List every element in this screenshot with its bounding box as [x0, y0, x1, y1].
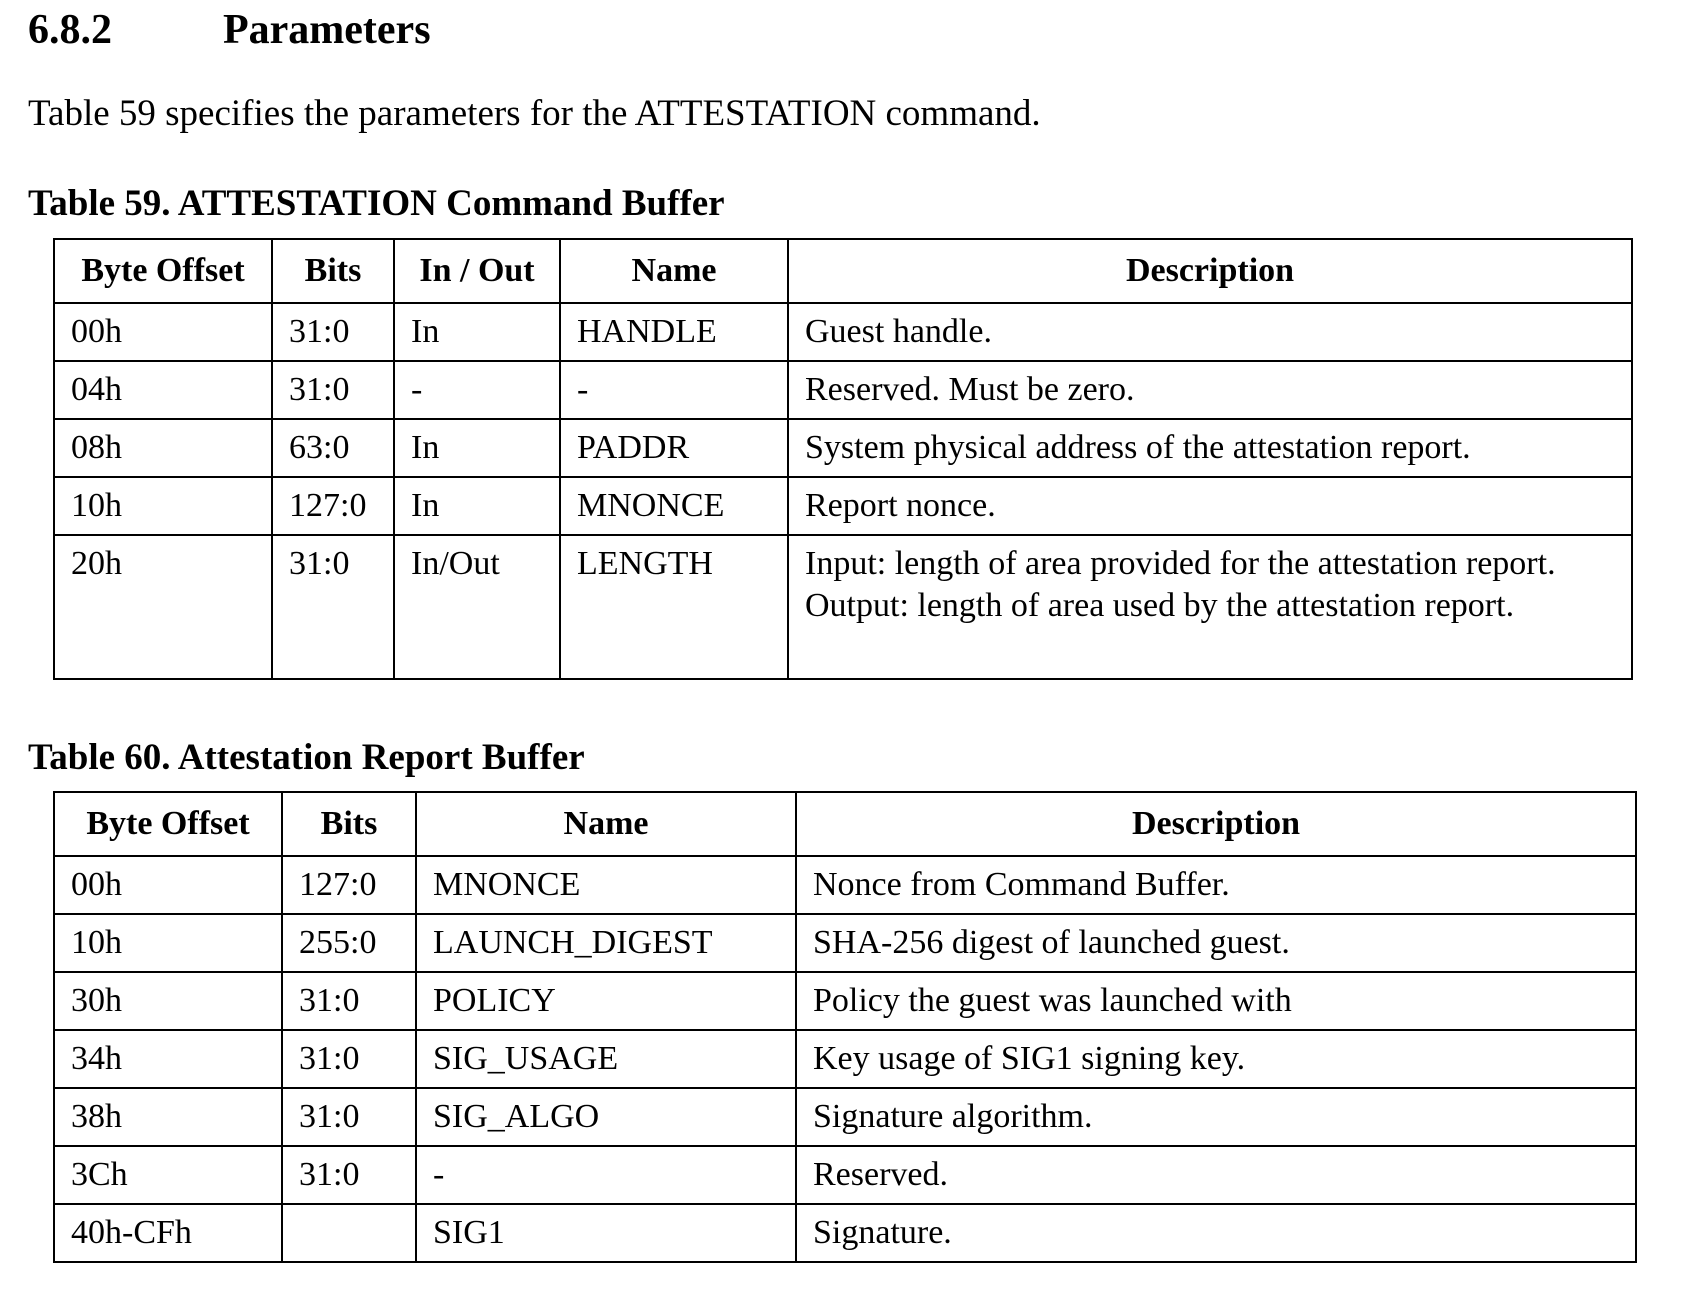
table59-header-inout: In / Out — [394, 239, 560, 303]
table-row — [54, 856, 1636, 914]
inout-cell: In — [394, 477, 560, 535]
description-input-line: Input: length of area provided for the attestation report. — [805, 545, 1556, 582]
table60-header-offset: Byte Offset — [54, 792, 282, 856]
byte-offset-cell: 20h — [54, 535, 272, 679]
section-number: 6.8.2 — [28, 7, 112, 53]
name-cell: PADDR — [560, 419, 788, 477]
description-cell: Policy the guest was launched with — [796, 972, 1636, 1030]
bits-cell: 63:0 — [272, 419, 394, 477]
description-cell: Reserved. — [796, 1146, 1636, 1204]
table60-header-name: Name — [416, 792, 796, 856]
intro-paragraph: Table 59 specifies the parameters for the ATTESTATION command. — [28, 93, 1041, 134]
description-cell: Guest handle. — [788, 303, 1632, 361]
table59-header-offset: Byte Offset — [54, 239, 272, 303]
table60-caption: Table 60. Attestation Report Buffer — [28, 737, 585, 778]
byte-offset-cell: 04h — [54, 361, 272, 419]
bits-cell: 31:0 — [272, 535, 394, 679]
byte-offset-cell: 3Ch — [54, 1146, 282, 1204]
table60 — [53, 791, 1637, 1263]
table-row — [54, 1030, 1636, 1088]
bits-cell: 127:0 — [282, 856, 416, 914]
table-row — [54, 1088, 1636, 1146]
inout-cell: In — [394, 419, 560, 477]
table59-header-description: Description — [788, 239, 1632, 303]
table60-header-row — [54, 792, 1636, 856]
table-row — [54, 972, 1636, 1030]
table59-header-row — [54, 239, 1632, 303]
table-row — [54, 361, 1632, 419]
description-cell: Signature. — [796, 1204, 1636, 1262]
table-row — [54, 477, 1632, 535]
description-cell: Signature algorithm. — [796, 1088, 1636, 1146]
table-row — [54, 535, 1632, 679]
table59-caption: Table 59. ATTESTATION Command Buffer — [28, 183, 725, 224]
byte-offset-cell: 30h — [54, 972, 282, 1030]
description-output-line: Output: length of area used by the attestation report. — [805, 587, 1515, 624]
description-cell: Report nonce. — [788, 477, 1632, 535]
name-cell: - — [416, 1146, 796, 1204]
table59-header-bits: Bits — [272, 239, 394, 303]
name-cell: HANDLE — [560, 303, 788, 361]
byte-offset-cell: 08h — [54, 419, 272, 477]
description-cell — [788, 535, 1632, 679]
table-row — [54, 419, 1632, 477]
table-row — [54, 1146, 1636, 1204]
table-row — [54, 914, 1636, 972]
bits-cell: 127:0 — [272, 477, 394, 535]
description-cell: Nonce from Command Buffer. — [796, 856, 1636, 914]
table60-header-description: Description — [796, 792, 1636, 856]
bits-cell: 255:0 — [282, 914, 416, 972]
byte-offset-cell: 00h — [54, 856, 282, 914]
name-cell: MNONCE — [560, 477, 788, 535]
table60-header-bits: Bits — [282, 792, 416, 856]
section-heading — [28, 0, 431, 60]
bits-cell: 31:0 — [282, 1088, 416, 1146]
byte-offset-cell: 38h — [54, 1088, 282, 1146]
description-cell: System physical address of the attestation report. — [788, 419, 1632, 477]
byte-offset-cell: 00h — [54, 303, 272, 361]
byte-offset-cell: 34h — [54, 1030, 282, 1088]
table-row — [54, 1204, 1636, 1262]
name-cell: MNONCE — [416, 856, 796, 914]
description-cell: Reserved. Must be zero. — [788, 361, 1632, 419]
bits-cell: 31:0 — [282, 972, 416, 1030]
byte-offset-cell: 10h — [54, 914, 282, 972]
name-cell: POLICY — [416, 972, 796, 1030]
table59-header-name: Name — [560, 239, 788, 303]
bits-cell: 31:0 — [272, 361, 394, 419]
bits-cell: 31:0 — [272, 303, 394, 361]
table-row — [54, 303, 1632, 361]
inout-cell: In/Out — [394, 535, 560, 679]
bits-cell: 31:0 — [282, 1146, 416, 1204]
byte-offset-cell: 10h — [54, 477, 272, 535]
name-cell: SIG1 — [416, 1204, 796, 1262]
name-cell: - — [560, 361, 788, 419]
name-cell: LENGTH — [560, 535, 788, 679]
section-title: Parameters — [223, 7, 431, 53]
byte-offset-cell: 40h-CFh — [54, 1204, 282, 1262]
name-cell: LAUNCH_DIGEST — [416, 914, 796, 972]
bits-cell: 31:0 — [282, 1030, 416, 1088]
table59 — [53, 238, 1633, 680]
description-cell: Key usage of SIG1 signing key. — [796, 1030, 1636, 1088]
inout-cell: - — [394, 361, 560, 419]
inout-cell: In — [394, 303, 560, 361]
bits-cell — [282, 1204, 416, 1262]
description-cell: SHA-256 digest of launched guest. — [796, 914, 1636, 972]
name-cell: SIG_ALGO — [416, 1088, 796, 1146]
name-cell: SIG_USAGE — [416, 1030, 796, 1088]
